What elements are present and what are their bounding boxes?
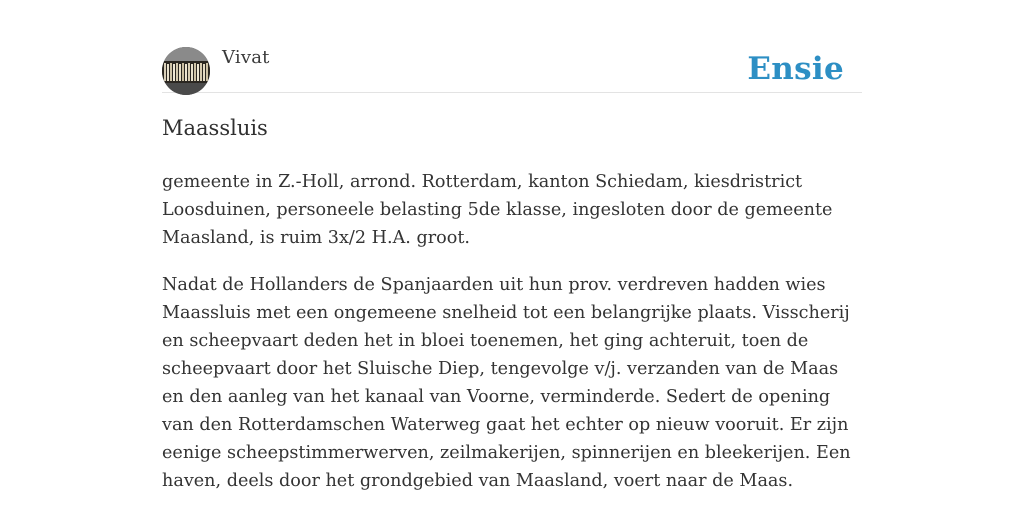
brand-logo[interactable]: Ensie [747, 51, 844, 87]
author-name[interactable]: Vivat [222, 47, 270, 68]
bookshelf-avatar-icon [162, 47, 210, 95]
author-avatar[interactable] [162, 47, 210, 95]
article-paragraph: Nadat de Hollanders de Spanjaarden uit hun prov. verdreven hadden wies Maassluis met een ongemeene snelheid tot een belangrijke plaats. Visscherij en scheepvaart deden het in bloei toenemen, het ging achteruit, toen de scheepvaart door het Sluische Diep, tengevolge v/j. verzanden van de Maas en den aanleg van het kanaal van Voorne, verminderde. Sedert de opening van den Rotterdamschen Waterweg gaat het echter op nieuw vooruit. Er zijn eenige scheepstimmerwerven, zeilmakerijen, spinnerijen en bleekerijen. Een haven, deels door het grondgebied van Maasland, voert naar de Maas. [162, 275, 851, 491]
article-paragraph: gemeente in Z.-Holl, arrond. Rotterdam, kanton Schiedam, kiesdristrict Loosduinen, personeele belasting 5de klasse, ingesloten door de gemeente Maasland, is ruim 3x/2 H.A. groot. [162, 172, 833, 248]
article-title: Maassluis [162, 116, 268, 140]
article-body [162, 168, 862, 512]
page-header [162, 46, 862, 93]
